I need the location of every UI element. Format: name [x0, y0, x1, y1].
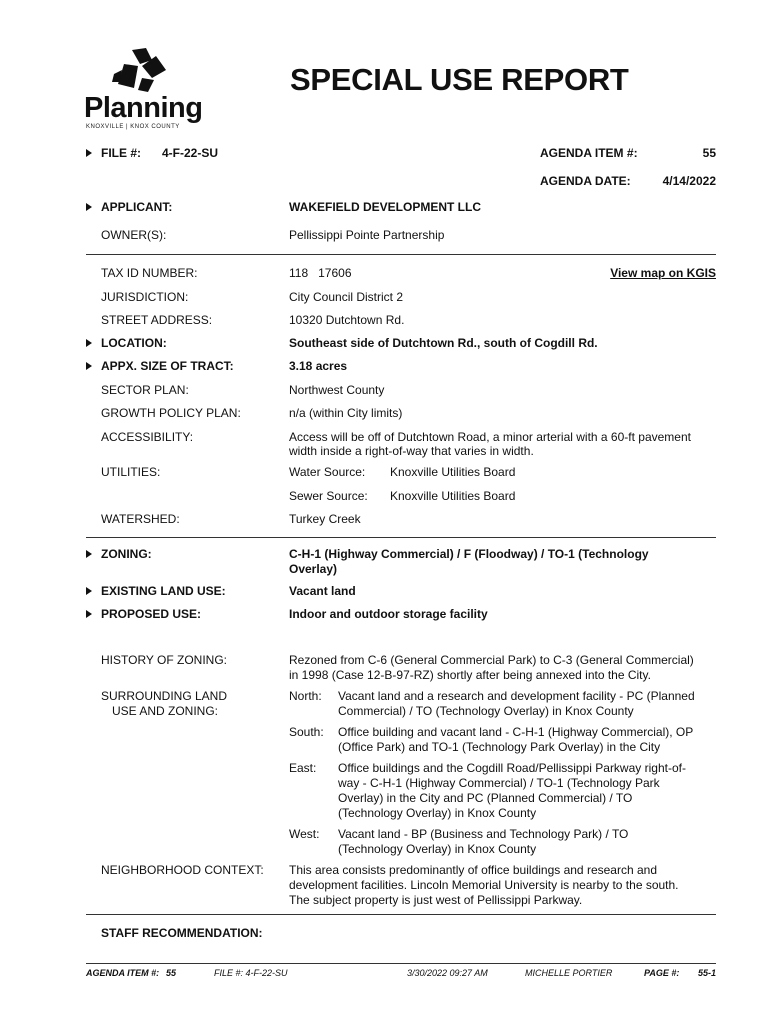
tax-id-label: TAX ID NUMBER:	[101, 266, 198, 280]
agenda-date-label: AGENDA DATE:	[540, 174, 631, 188]
neighborhood-label: NEIGHBORHOOD CONTEXT:	[101, 863, 264, 877]
footer-datetime: 3/30/2022 09:27 AM	[407, 968, 488, 978]
owner-label: OWNER(S):	[101, 228, 167, 242]
surrounding-label-2: USE AND ZONING:	[112, 704, 219, 718]
zoning-line-2: Overlay)	[289, 562, 338, 576]
west-label: West:	[289, 827, 320, 841]
proposed-use-label: PROPOSED USE:	[101, 607, 202, 621]
staff-recommendation-label: STAFF RECOMMENDATION:	[101, 926, 263, 940]
location-value: Southeast side of Dutchtown Rd., south of Cogdill Rd.	[289, 336, 598, 350]
east-line-3: Overlay) in the City and PC (Planned Commercial) / TO	[338, 791, 633, 805]
bullet-arrow-icon	[86, 203, 92, 211]
north-line-2: Commercial) / TO (Technology Overlay) in Knox County	[338, 704, 634, 718]
utilities-label: UTILITIES:	[101, 465, 161, 479]
section-divider	[86, 914, 716, 915]
footer-agenda-value: 55	[166, 968, 177, 978]
east-line-2: way - C-H-1 (Highway Commercial) / TO-1 (Technology Park	[338, 776, 660, 790]
zoning-label: ZONING:	[101, 547, 152, 561]
accessibility-line-2: width inside a right-of-way that varies in width.	[289, 444, 534, 458]
west-line-1: Vacant land - BP (Business and Technology Park) / TO	[338, 827, 629, 841]
applicant-value: WAKEFIELD DEVELOPMENT LLC	[289, 200, 481, 214]
history-line-1: Rezoned from C-6 (General Commercial Park) to C-3 (General Commercial)	[289, 653, 694, 667]
east-line-1: Office buildings and the Cogdill Road/Pellissippi Parkway right-of-	[338, 761, 686, 775]
agenda-item-label: AGENDA ITEM #:	[540, 146, 638, 160]
jurisdiction-label: JURISDICTION:	[101, 290, 189, 304]
file-value: 4-F-22-SU	[162, 146, 219, 160]
water-source-label: Water Source:	[289, 465, 366, 479]
north-label: North:	[289, 689, 322, 703]
watershed-label: WATERSHED:	[101, 512, 180, 526]
tract-size-label: APPX. SIZE OF TRACT:	[101, 359, 234, 373]
tax-id-value: 118 17606	[289, 266, 352, 280]
water-source-value: Knoxville Utilities Board	[390, 465, 516, 479]
planning-logo-icon	[112, 48, 168, 92]
sewer-source-value: Knoxville Utilities Board	[390, 489, 516, 503]
page-title: SPECIAL USE REPORT	[290, 62, 629, 97]
section-divider	[86, 254, 716, 255]
watershed-value: Turkey Creek	[289, 512, 361, 526]
footer-file: FILE #: 4-F-22-SU	[214, 968, 288, 978]
sector-plan-value: Northwest County	[289, 383, 385, 397]
bullet-arrow-icon	[86, 587, 92, 595]
agenda-date-value: 4/14/2022	[662, 174, 716, 188]
zoning-line-1: C-H-1 (Highway Commercial) / F (Floodway) / TO-1 (Technology	[289, 547, 649, 561]
location-label: LOCATION:	[101, 336, 167, 350]
sewer-source-label: Sewer Source:	[289, 489, 368, 503]
agenda-item-value: 55	[702, 146, 716, 160]
accessibility-line-1: Access will be off of Dutchtown Road, a minor arterial with a 60-ft pavement	[289, 430, 691, 444]
history-line-2: in 1998 (Case 12-B-97-RZ) shortly after being annexed into the City.	[289, 668, 651, 682]
existing-use-label: EXISTING LAND USE:	[101, 584, 226, 598]
footer-page-label: PAGE #:	[644, 968, 680, 978]
footer-author: MICHELLE PORTIER	[525, 968, 613, 978]
proposed-use-value: Indoor and outdoor storage facility	[289, 607, 488, 621]
section-divider	[86, 537, 716, 538]
file-label: FILE #:	[101, 146, 142, 160]
east-line-4: (Technology Overlay) in Knox County	[338, 806, 537, 820]
neighborhood-line-2: development facilities. Lincoln Memorial University is nearby to the south.	[289, 878, 679, 892]
existing-use-value: Vacant land	[289, 584, 356, 598]
bullet-arrow-icon	[86, 610, 92, 618]
neighborhood-line-3: The subject property is just west of Pellissippi Parkway.	[289, 893, 583, 907]
south-line-2: (Office Park) and TO-1 (Technology Park Overlay) in the City	[338, 740, 661, 754]
bullet-arrow-icon	[86, 339, 92, 347]
planning-logo	[84, 48, 203, 132]
logo-subtitle: KNOXVILLE | KNOX COUNTY	[86, 124, 180, 130]
kgis-map-link[interactable]: View map on KGIS	[610, 266, 716, 280]
jurisdiction-value: City Council District 2	[289, 290, 404, 304]
north-line-1: Vacant land and a research and development facility - PC (Planned	[338, 689, 695, 703]
south-line-1: Office building and vacant land - C-H-1 (Highway Commercial), OP	[338, 725, 694, 739]
footer-page-value: 55-1	[697, 968, 716, 978]
owner-value: Pellissippi Pointe Partnership	[289, 228, 445, 242]
footer-rule	[86, 963, 716, 964]
west-line-2: (Technology Overlay) in Knox County	[338, 842, 537, 856]
bullet-arrow-icon	[86, 149, 92, 157]
east-label: East:	[289, 761, 317, 775]
growth-policy-value: n/a (within City limits)	[289, 406, 403, 420]
surrounding-label-1: SURROUNDING LAND	[101, 689, 228, 703]
street-address-value: 10320 Dutchtown Rd.	[289, 313, 405, 327]
history-label: HISTORY OF ZONING:	[101, 653, 228, 667]
bullet-arrow-icon	[86, 550, 92, 558]
growth-policy-label: GROWTH POLICY PLAN:	[101, 406, 241, 420]
logo-wordmark: Planning	[84, 92, 203, 124]
bullet-arrow-icon	[86, 362, 92, 370]
tract-size-value: 3.18 acres	[289, 359, 348, 373]
accessibility-label: ACCESSIBILITY:	[101, 430, 194, 444]
south-label: South:	[289, 725, 324, 739]
street-address-label: STREET ADDRESS:	[101, 313, 213, 327]
applicant-label: APPLICANT:	[101, 200, 173, 214]
neighborhood-line-1: This area consists predominantly of office buildings and research and	[289, 863, 657, 877]
footer-agenda-label: AGENDA ITEM #:	[86, 968, 160, 978]
sector-plan-label: SECTOR PLAN:	[101, 383, 189, 397]
